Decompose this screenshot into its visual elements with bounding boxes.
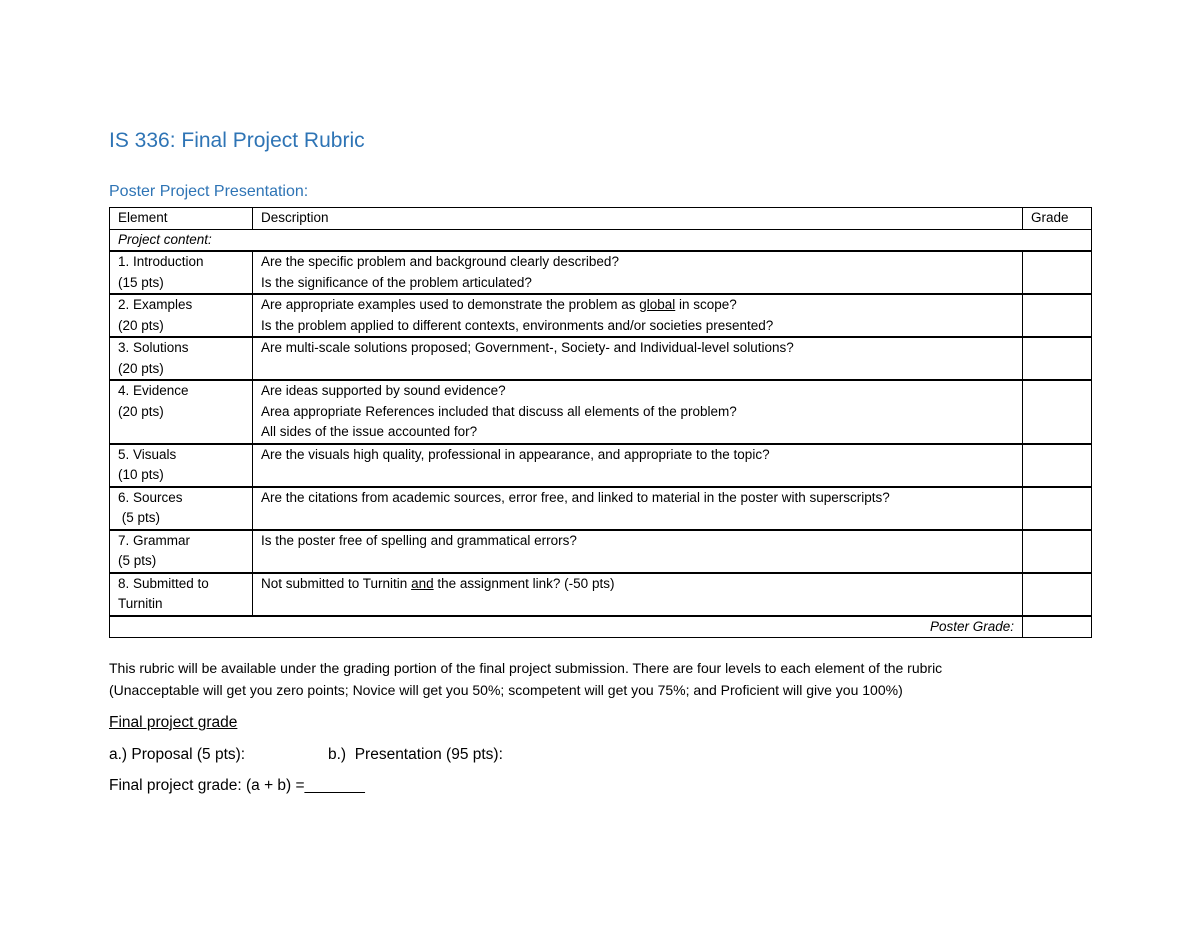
element-points: (10 pts)	[118, 467, 164, 482]
description-line	[261, 295, 1014, 316]
description-cell	[253, 380, 1023, 444]
table-row	[110, 444, 1092, 487]
description-text: Are appropriate examples used to demonstrate the problem as	[261, 297, 640, 312]
note-line: (Unacceptable will get you zero points; Novice will get you 50%; scompetent will get you 75%; and Proficient will give you 100%)	[109, 682, 903, 698]
element-cell	[110, 444, 253, 487]
grade-cell	[1023, 337, 1092, 380]
element-cell	[110, 294, 253, 337]
element-cell	[110, 530, 253, 573]
header-description: Description	[253, 208, 1023, 230]
grade-parts	[109, 746, 503, 764]
element-name: 1. Introduction	[118, 254, 204, 269]
description-line: Are the visuals high quality, professional in appearance, and appropriate to the topic?	[261, 446, 770, 462]
proposal-part: a.) Proposal (5 pts):	[109, 746, 246, 763]
description-line: Is the problem applied to different contexts, environments and/or societies presented?	[261, 317, 774, 333]
grade-cell	[1023, 487, 1092, 530]
description-cell	[253, 487, 1023, 530]
header-grade: Grade	[1023, 208, 1092, 230]
element-points: (15 pts)	[118, 274, 164, 290]
header-row	[110, 208, 1092, 230]
element-name: 3. Solutions	[118, 340, 189, 355]
description-cell	[253, 444, 1023, 487]
element-name: 2. Examples	[118, 297, 193, 312]
underlined-word: global	[639, 297, 676, 312]
grade-cell	[1023, 444, 1092, 487]
description-text: Not submitted to Turnitin	[261, 575, 412, 591]
description-line: All sides of the issue accounted for?	[261, 424, 478, 439]
element-points: (5 pts)	[118, 553, 157, 568]
element-name: 8. Submitted to	[118, 575, 209, 591]
element-name: 4. Evidence	[118, 383, 189, 398]
poster-grade-cell	[1023, 616, 1092, 638]
table-row	[110, 573, 1092, 616]
grade-cell	[1023, 251, 1092, 294]
table-row	[110, 380, 1092, 444]
element-cell	[110, 487, 253, 530]
element-cell	[110, 337, 253, 380]
description-cell	[253, 337, 1023, 380]
element-points: (20 pts)	[118, 360, 164, 376]
element-name-cont: Turnitin	[118, 596, 163, 611]
final-grade-heading: Final project grade	[109, 714, 238, 731]
element-cell	[110, 251, 253, 294]
element-cell	[110, 380, 253, 444]
rubric-table	[109, 207, 1092, 638]
document-title: IS 336: Final Project Rubric	[109, 129, 365, 152]
table-row	[110, 530, 1092, 573]
header-element: Element	[110, 208, 253, 230]
element-points: (20 pts)	[118, 403, 164, 419]
note-line: This rubric will be available under the grading portion of the final project submission. There are four levels to each element of the rubric	[109, 660, 943, 676]
element-points: (20 pts)	[118, 317, 164, 333]
element-points: (5 pts)	[118, 510, 161, 525]
description-cell	[253, 251, 1023, 294]
element-cell	[110, 573, 253, 616]
description-line: Is the poster free of spelling and grammatical errors?	[261, 532, 577, 548]
group-label: Project content:	[110, 229, 1092, 251]
rubric-note	[109, 657, 1091, 701]
grade-cell	[1023, 294, 1092, 337]
table-row	[110, 337, 1092, 380]
description-line: Are the citations from academic sources, error free, and linked to material in the poster with superscripts?	[261, 489, 890, 505]
final-grade-formula: Final project grade: (a + b) =_______	[109, 777, 365, 794]
underlined-word: and	[411, 575, 434, 591]
element-name: 6. Sources	[118, 489, 183, 505]
description-line: Are multi-scale solutions proposed; Government-, Society- and Individual-level solutions?	[261, 340, 794, 355]
description-line: Is the significance of the problem articulated?	[261, 274, 532, 290]
table-row	[110, 487, 1092, 530]
description-cell	[253, 294, 1023, 337]
table-row	[110, 294, 1092, 337]
section-heading: Poster Project Presentation:	[109, 183, 309, 200]
poster-grade-label: Poster Grade:	[110, 616, 1023, 638]
group-row	[110, 229, 1092, 251]
total-row	[110, 616, 1092, 638]
description-text: the assignment link? (-50 pts)	[433, 575, 615, 591]
description-cell	[253, 530, 1023, 573]
description-line	[261, 574, 1014, 595]
element-name: 5. Visuals	[118, 446, 177, 462]
description-cell	[253, 573, 1023, 616]
grade-cell	[1023, 530, 1092, 573]
element-name: 7. Grammar	[118, 532, 191, 548]
description-line: Are ideas supported by sound evidence?	[261, 383, 506, 398]
description-line: Area appropriate References included that discuss all elements of the problem?	[261, 403, 737, 419]
description-text: in scope?	[675, 297, 737, 312]
presentation-part: b.) Presentation (95 pts):	[328, 746, 503, 763]
description-line: Are the specific problem and background clearly described?	[261, 254, 619, 269]
table-row	[110, 251, 1092, 294]
grade-cell	[1023, 573, 1092, 616]
grade-cell	[1023, 380, 1092, 444]
